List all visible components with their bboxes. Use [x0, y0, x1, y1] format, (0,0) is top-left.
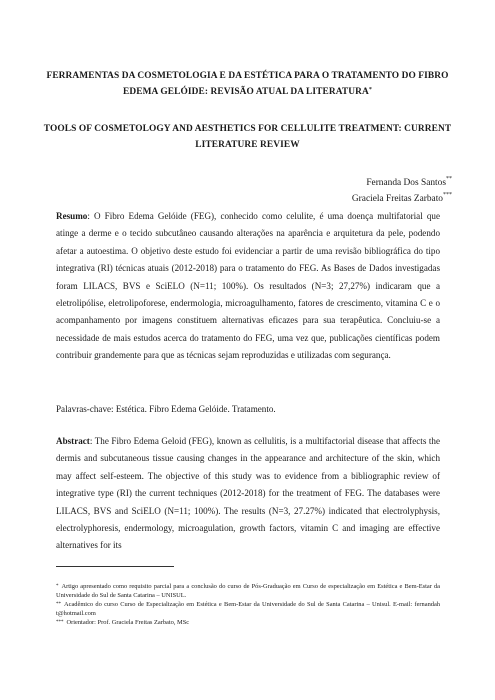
keywords-line: Palavras-chave: Estética. Fibro Edema Gelóide. Tratamento. — [56, 404, 276, 414]
title-portuguese — [40, 68, 455, 100]
abstract-paragraph: Abstract: The Fibro Edema Geloid (FEG), known as cellulitis, is a multifactorial disease that affects the dermis and subcutaneous tissue causing changes in the appearance and architecture of the skin, which may affect self-esteem. The objective of this study was to evidence from a bibliographic review of integrative type (RI) the current techniques (2012-2018) for the treatment of FEG. The databases were LILACS, BVS and SciELO (N=11; 100%). The results (N=3, 27.27%) indicated that electrolyphysis, electrolyphoresis, endermology, microagulation, growth factors, vitamin C and imaging are effective alternatives for its — [56, 436, 440, 551]
footnote-text: Artigo apresentado como requisito parcial para a conclusão do curso de Pós-Graduação em Curso de especialização em Estética e Bem-Estar da Universidade do Sul de Santa Catarina – UNISUL. — [56, 583, 440, 599]
author-2-mark: *** — [443, 192, 452, 198]
footnotes — [56, 582, 440, 627]
title-footnote-mark: * — [368, 87, 372, 93]
resumo-paragraph: Resumo: O Fibro Edema Gelóide (FEG), conhecido como celulite, é uma doença multifatorial que atinge a derme e o tecido subcutâneo causando alterações na aparência e arquitetura da pele, podendo afetar a autoestima. O objetivo deste estudo foi evidenciar a partir de uma revisão bibliográfica do tipo integrativa (RI) técnicas atuais (2012-2018) para o tratamento do FEG. As Bases de Dados investigadas foram LILACS, BVS e SciELO (N=11; 100%). Os resultados (N=3; 27,27%) indicaram que a eletrolipólise, eletrolipoforese, endermologia, microagulhamento, fatores de crescimento, vitamina C e o acompanhamento por imagens constituem alternativas eficazes para sua terapêutica. Concluiu-se a necessidade de mais estudos acerca do tratamento do FEG, uma vez que, publicações científicas podem contribuir grandemente para que as técnicas sejam reproduzidas e utilizadas com segurança. — [56, 211, 440, 361]
title-portuguese-text: FERRAMENTAS DA COSMETOLOGIA E DA ESTÉTICA PARA O TRATAMENTO DO FIBRO EDEMA GELÓIDE: REVISÃO ATUAL DA LITERATURA — [46, 71, 449, 97]
title-english: TOOLS OF COSMETOLOGY AND AESTHETICS FOR CELLULITE TREATMENT: CURRENT LITERATURE REVIEW — [43, 124, 452, 150]
footnote-text: Acadêmico do curso Curso de Especialização em Estética e Bem-Estar da Universidade do Sul de Santa Catarina – Unisul. E-mail: fernandah t@hotmail.com — [56, 601, 440, 617]
resumo-text: O Fibro Edema Gelóide (FEG), conhecido como celulite, é uma doença multifatorial que atinge a derme e o tecido subcutâneo causando alterações na aparência e arquitetura da pele, podendo afetar a autoestima. O objetivo deste estudo foi evidenciar a partir de uma revisão bibliográfica do tipo integrativa (RI) técnicas atuais (2012-2018) para o tratamento do FEG. As Bases de Dados investigadas foram LILACS, BVS e SciELO (N=11; 100%). Os resultados (N=3; 27,27%) indicaram que a eletrolipólise, eletrolipoforese, endermologia, microagulhamento, fatores de crescimento, vitamina C e o acompanhamento por imagens constituem alternativas eficazes para sua terapêutica. Concluiu-se a necessidade de mais estudos acerca do tratamento do FEG, uma vez que, publicações científicas podem contribuir grandemente para que as técnicas sejam reproduzidas e utilizadas com segurança. — [56, 211, 440, 361]
footnote — [56, 582, 440, 600]
footnote-divider — [56, 566, 174, 567]
footnote — [56, 618, 440, 627]
footnote-mark: * — [56, 584, 59, 589]
footnote-mark: ** — [56, 602, 61, 607]
footnote — [56, 600, 440, 618]
abstract-label: Abstract — [56, 436, 90, 446]
footnote-text: Orientador: Prof. Graciela Freitas Zarbato, MSc — [66, 619, 190, 626]
author-1-name: Fernanda Dos Santos — [366, 178, 446, 188]
footnote-mark: *** — [56, 620, 64, 625]
author-2-name: Graciela Freitas Zarbato — [351, 194, 443, 204]
author-2 — [352, 194, 452, 204]
resumo-label: Resumo — [56, 211, 88, 221]
author-1-mark: ** — [446, 176, 452, 182]
author-1 — [366, 178, 452, 188]
abstract-text: The Fibro Edema Geloid (FEG), known as cellulitis, is a multifactorial disease that affects the dermis and subcutaneous tissue causing changes in the appearance and architecture of the skin, which may affect self-esteem. The objective of this study was to evidence from a bibliographic review of integrative type (RI) the current techniques (2012-2018) for the treatment of FEG. The databases were LILACS, BVS and SciELO (N=11; 100%). The results (N=3, 27.27%) indicated that electrolyphysis, electrolyphoresis, endermology, microagulation, growth factors, vitamin C and imaging are effective alternatives for its — [56, 436, 440, 551]
